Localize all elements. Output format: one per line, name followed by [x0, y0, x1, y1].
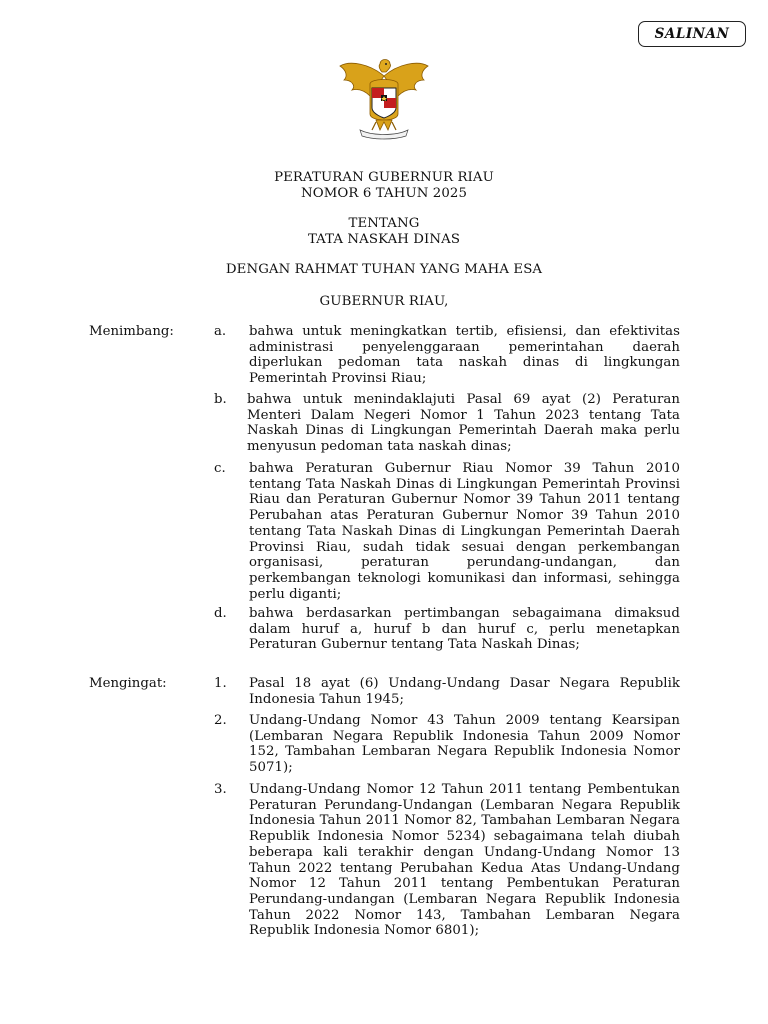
gubernur-line: GUBERNUR RIAU, — [319, 294, 449, 309]
salinan-stamp: SALINAN — [638, 21, 746, 47]
menimbang-item: bahwa untuk menindaklajuti Pasal 69 ayat (2) Peraturan Menteri Dalam Negeri Nomor 1 Tahun 2023 tentang Tata Naskah Dinas di Lingkungan Pemerintah Daerah maka perlu menyusun pedoman tata naskah dinas; — [247, 392, 680, 455]
tentang-heading: TENTANG — [348, 216, 420, 231]
mengingat-label: Mengingat: — [89, 676, 167, 691]
regulation-number: NOMOR 6 TAHUN 2025 — [300, 186, 468, 201]
menimbang-item: bahwa Peraturan Gubernur Riau Nomor 39 Tahun 2010 tentang Tata Naskah Dinas di Lingkungan Pemerintah Provinsi Riau dan Peraturan Gubernur Nomor 39 Tahun 2011 tentang Perubahan atas Peraturan Gubernur Nomor 39 Tahun 2010 tentang Tata Naskah Dinas di Lingkungan Pemerintah Daerah Provinsi Riau, sudah tidak sesuai dengan perkembangan organisasi, peraturan perundang-undangan, dan perkembangan teknologi komunikasi dan informasi, sehingga perlu diganti; — [249, 461, 680, 602]
menimbang-marker: a. — [214, 324, 227, 339]
mengingat-marker: 3. — [214, 782, 227, 797]
regulation-subject: TATA NASKAH DINAS — [307, 232, 461, 247]
menimbang-label: Menimbang: — [89, 324, 174, 339]
rahmat-line: DENGAN RAHMAT TUHAN YANG MAHA ESA — [225, 262, 543, 277]
menimbang-item: bahwa berdasarkan pertimbangan sebagaimana dimaksud dalam huruf a, huruf b dan huruf c, perlu menetapkan Peraturan Gubernur tentang Tata Naskah Dinas; — [249, 606, 680, 653]
menimbang-marker: c. — [214, 461, 226, 476]
regulation-title: PERATURAN GUBERNUR RIAU — [274, 170, 494, 185]
mengingat-item: Pasal 18 ayat (6) Undang-Undang Dasar Negara Republik Indonesia Tahun 1945; — [249, 676, 680, 707]
menimbang-marker: d. — [214, 606, 227, 621]
menimbang-item: bahwa untuk meningkatkan tertib, efisiensi, dan efektivitas administrasi penyelenggaraan pemerintahan daerah diperlukan pedoman tata naskah dinas di lingkungan Pemerintah Provinsi Riau; — [249, 324, 680, 387]
mengingat-marker: 2. — [214, 713, 227, 728]
mengingat-marker: 1. — [214, 676, 227, 691]
mengingat-item: Undang-Undang Nomor 12 Tahun 2011 tentang Pembentukan Peraturan Perundang-Undangan (Lembaran Negara Republik Indonesia Tahun 2011 Nomor 82, Tambahan Lembaran Negara Republik Indonesia Nomor 5234) sebagaimana telah diubah beberapa kali terakhir dengan Undang-Undang Nomor 13 Tahun 2022 tentang Perubahan Kedua Atas Undang-Undang Nomor 12 Tahun 2011 tentang Pembentukan Peraturan Perundang-undangan (Lembaran Negara Republik Indonesia Tahun 2022 Nomor 143, Tambahan Lembaran Negara Republik Indonesia Nomor 6801); — [249, 782, 680, 939]
garuda-emblem-icon — [336, 56, 432, 140]
menimbang-marker: b. — [214, 392, 227, 407]
mengingat-item: Undang-Undang Nomor 43 Tahun 2009 tentang Kearsipan (Lembaran Negara Republik Indonesia Tahun 2009 Nomor 152, Tambahan Lembaran Negara Republik Indonesia Nomor 5071); — [249, 713, 680, 776]
